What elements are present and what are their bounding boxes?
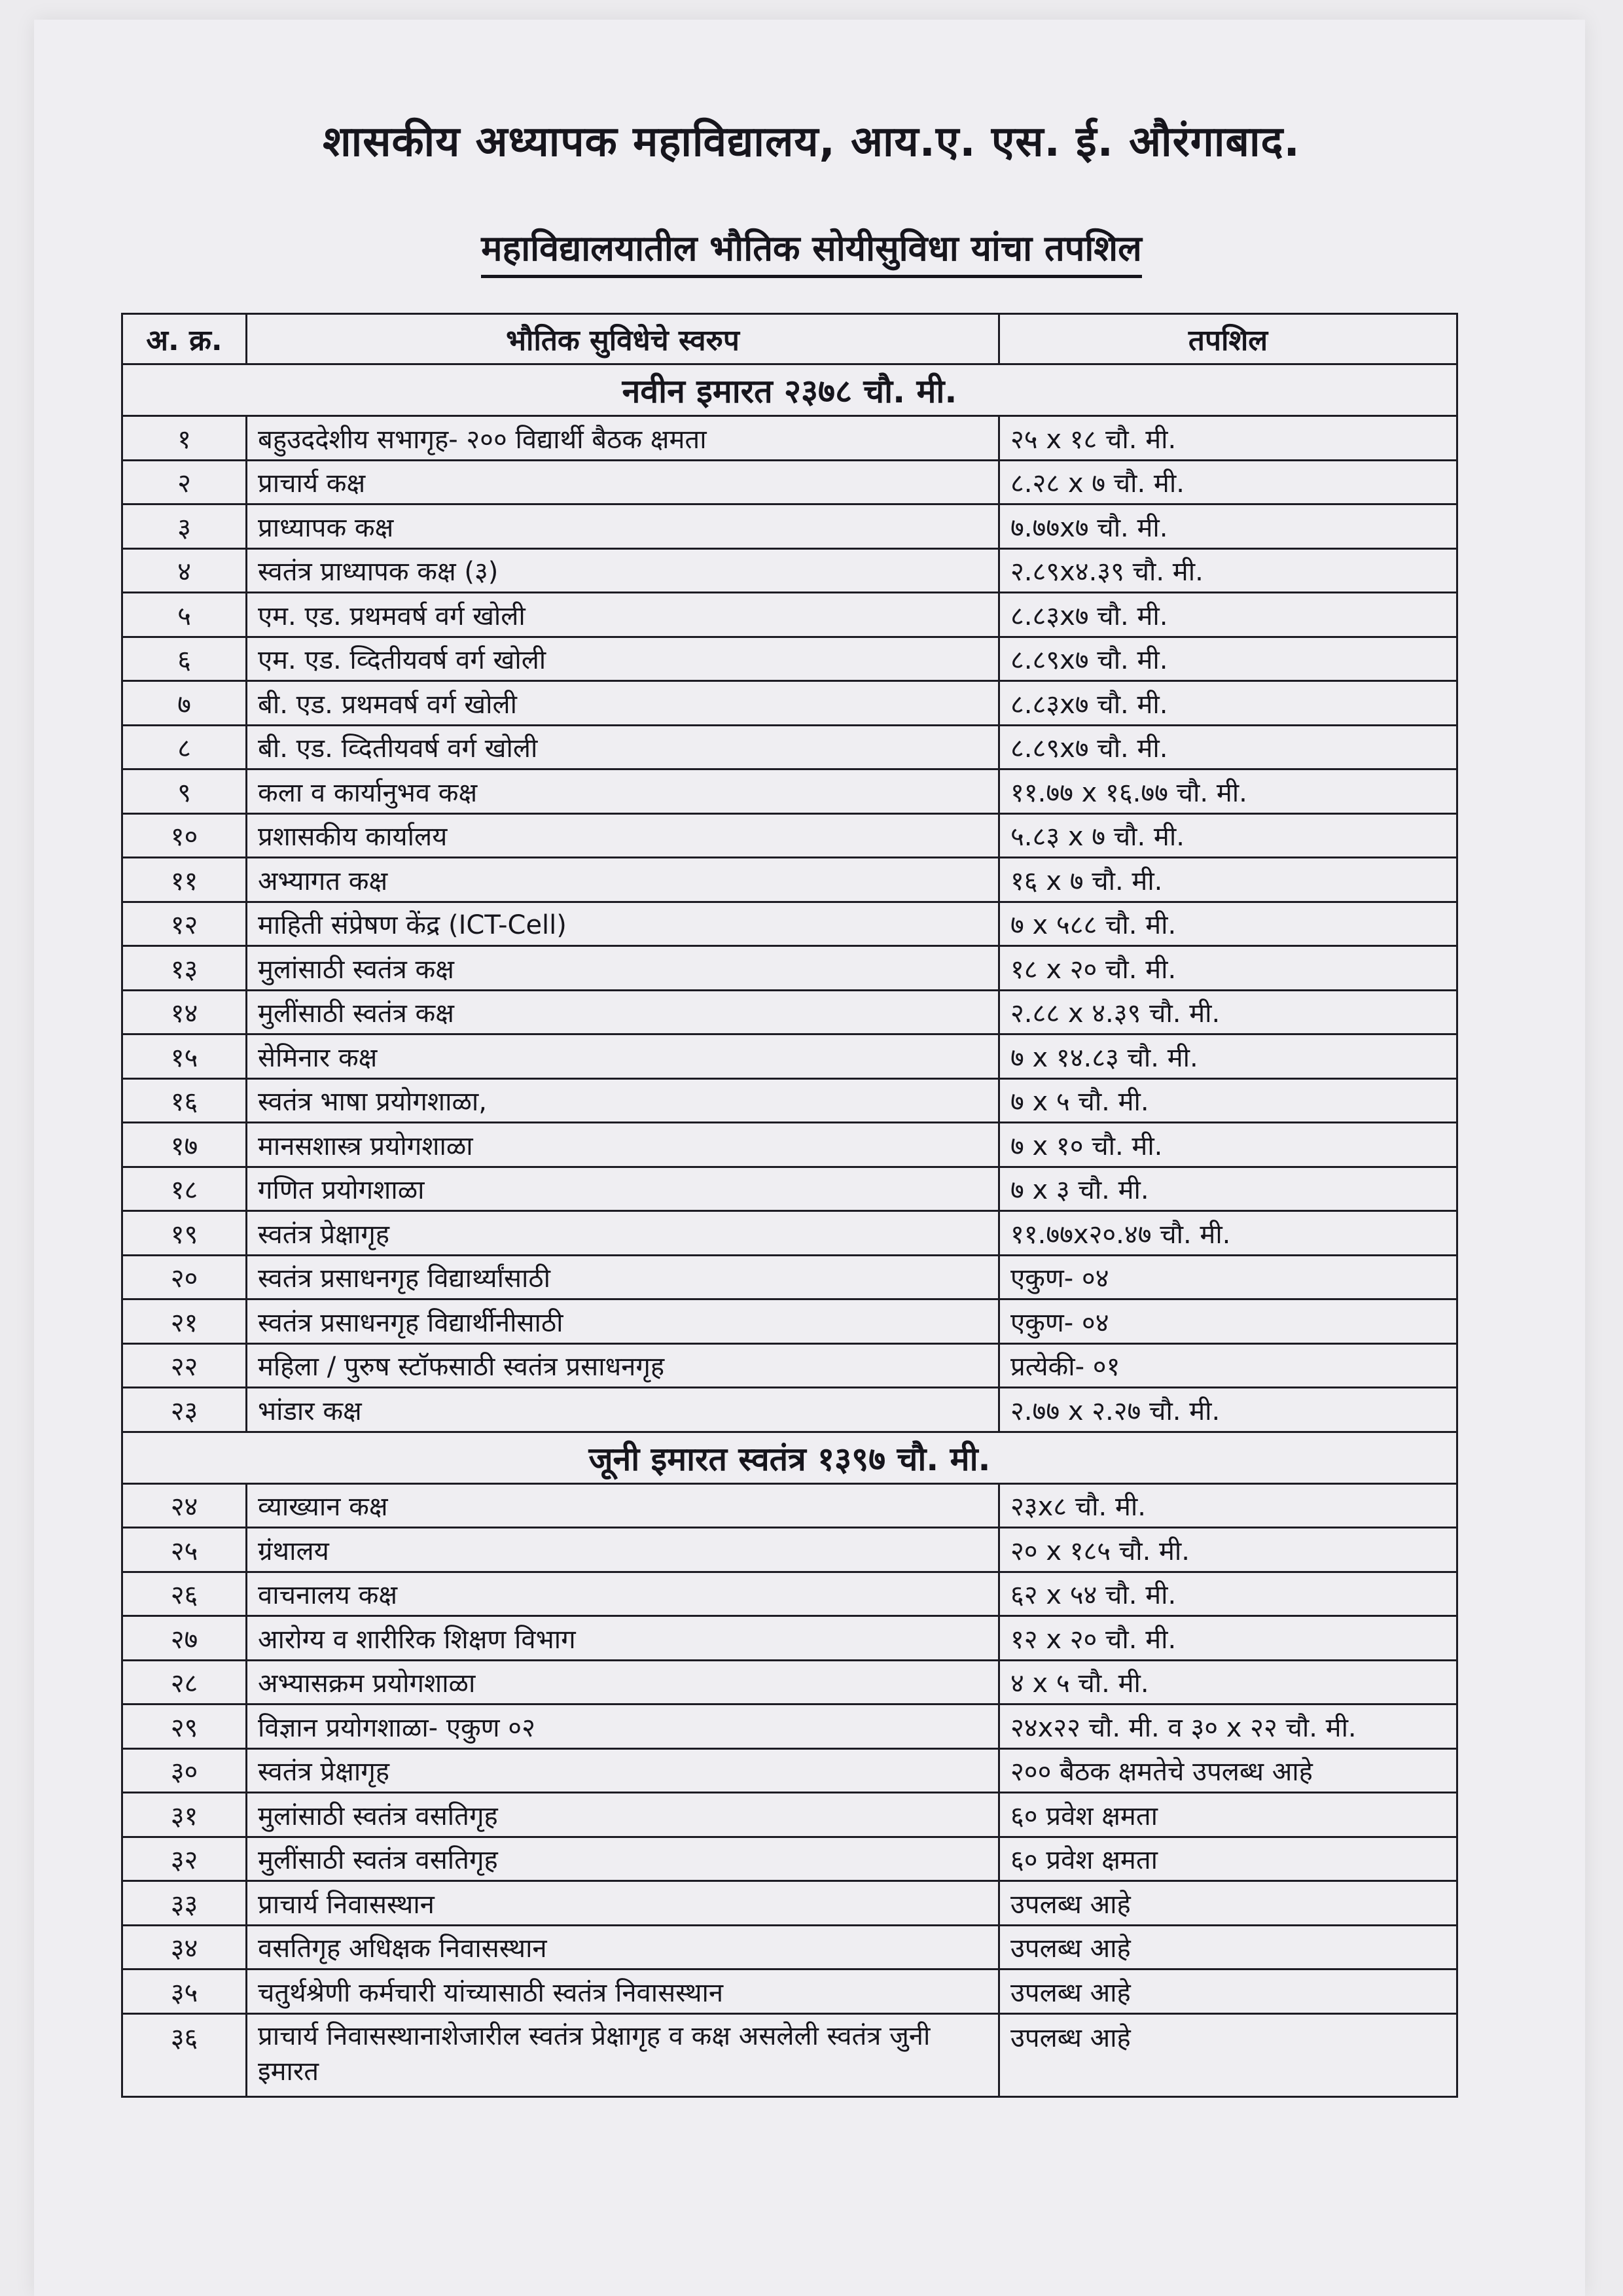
header-serial-number: अ. क्र. <box>122 314 247 364</box>
details-cell: ८.८३x७ चौ. मी. <box>999 593 1457 637</box>
serial-number-cell: ५ <box>122 593 247 637</box>
serial-number-cell: ६ <box>122 637 247 681</box>
serial-number-cell: ११ <box>122 858 247 902</box>
table-row <box>122 460 1457 504</box>
table-row <box>122 1167 1457 1211</box>
table-row <box>122 1078 1457 1123</box>
details-cell: ८.८३x७ चौ. मी. <box>999 681 1457 726</box>
serial-number-cell: १९ <box>122 1211 247 1256</box>
table-header-row <box>122 314 1457 364</box>
table-row <box>122 1034 1457 1079</box>
facility-cell: महिला / पुरुष स्टॉफसाठी स्वतंत्र प्रसाधनगृह <box>247 1343 999 1388</box>
facility-cell: मुलांसाठी स्वतंत्र वसतिगृह <box>247 1793 999 1837</box>
table-row <box>122 1572 1457 1616</box>
details-cell: २.७७ x २.२७ चौ. मी. <box>999 1388 1457 1432</box>
table-row <box>122 2013 1457 2096</box>
serial-number-cell: ३५ <box>122 1969 247 2014</box>
table-row <box>122 1299 1457 1344</box>
table-row <box>122 1616 1457 1661</box>
details-cell: एकुण- ०४ <box>999 1299 1457 1344</box>
facility-cell: स्वतंत्र प्रेक्षागृह <box>247 1211 999 1256</box>
serial-number-cell: ३३ <box>122 1881 247 1926</box>
facilities-table <box>121 313 1458 2098</box>
facility-cell: ग्रंथालय <box>247 1528 999 1572</box>
facility-cell: प्राध्यापक कक्ष <box>247 504 999 549</box>
table-row <box>122 769 1457 814</box>
table-row <box>122 548 1457 593</box>
facility-cell: व्याख्यान कक्ष <box>247 1483 999 1528</box>
details-cell: १८ x २० चौ. मी. <box>999 946 1457 991</box>
table-row <box>122 1748 1457 1793</box>
facility-cell: एम. एड. व्दितीयवर्ष वर्ग खोली <box>247 637 999 681</box>
serial-number-cell: १ <box>122 416 247 461</box>
header-facility: भौतिक सुविधेचे स्वरुप <box>247 314 999 364</box>
facility-cell: प्राचार्य निवासस्थान <box>247 1881 999 1926</box>
details-cell: ७ x ३ चौ. मी. <box>999 1167 1457 1211</box>
serial-number-cell: २१ <box>122 1299 247 1344</box>
details-cell: ४ x ५ चौ. मी. <box>999 1660 1457 1704</box>
facility-cell: स्वतंत्र प्रसाधनगृह विद्यार्थ्यांसाठी <box>247 1255 999 1299</box>
facility-cell: मुलींसाठी स्वतंत्र वसतिगृह <box>247 1837 999 1881</box>
table-row <box>122 1483 1457 1528</box>
serial-number-cell: २४ <box>122 1483 247 1528</box>
details-cell: १२ x २० चौ. मी. <box>999 1616 1457 1661</box>
details-cell: ६० प्रवेश क्षमता <box>999 1793 1457 1837</box>
table-row <box>122 946 1457 991</box>
table-row <box>122 1881 1457 1926</box>
details-cell: ७ x १४.८३ चौ. मी. <box>999 1034 1457 1079</box>
table-row <box>122 416 1457 461</box>
facility-cell: प्राचार्य निवासस्थानाशेजारील स्वतंत्र प्रेक्षागृह व कक्ष असलेली स्वतंत्र जुनी इमारत <box>247 2013 999 2096</box>
table-row <box>122 725 1457 769</box>
details-cell: उपलब्ध आहे <box>999 1925 1457 1969</box>
table-row <box>122 1388 1457 1432</box>
details-cell: प्रत्येकी- ०१ <box>999 1343 1457 1388</box>
facility-cell: माहिती संप्रेषण केंद्र (ICT-Cell) <box>247 902 999 946</box>
facility-cell: स्वतंत्र भाषा प्रयोगशाळा, <box>247 1078 999 1123</box>
facility-cell: एम. एड. प्रथमवर्ष वर्ग खोली <box>247 593 999 637</box>
serial-number-cell: २५ <box>122 1528 247 1572</box>
serial-number-cell: १५ <box>122 1034 247 1079</box>
details-cell: ११.७७x२०.४७ चौ. मी. <box>999 1211 1457 1256</box>
serial-number-cell: ९ <box>122 769 247 814</box>
serial-number-cell: २८ <box>122 1660 247 1704</box>
facility-cell: कला व कार्यानुभव कक्ष <box>247 769 999 814</box>
serial-number-cell: ३२ <box>122 1837 247 1881</box>
table-row <box>122 1343 1457 1388</box>
details-cell: ११.७७ x १६.७७ चौ. मी. <box>999 769 1457 814</box>
serial-number-cell: ३ <box>122 504 247 549</box>
serial-number-cell: १६ <box>122 1078 247 1123</box>
serial-number-cell: ३० <box>122 1748 247 1793</box>
table-row <box>122 1925 1457 1969</box>
facility-cell: प्रशासकीय कार्यालय <box>247 813 999 858</box>
table-row <box>122 637 1457 681</box>
table-row <box>122 1123 1457 1167</box>
section-heading-row <box>122 1432 1457 1483</box>
serial-number-cell: ३४ <box>122 1925 247 1969</box>
table-row <box>122 1837 1457 1881</box>
serial-number-cell: २ <box>122 460 247 504</box>
section-heading: नवीन इमारत २३७८ चौ. मी. <box>122 364 1457 416</box>
details-cell: उपलब्ध आहे <box>999 2013 1457 2096</box>
facility-cell: भांडार कक्ष <box>247 1388 999 1432</box>
facility-cell: बी. एड. व्दितीयवर्ष वर्ग खोली <box>247 725 999 769</box>
facility-cell: मुलांसाठी स्वतंत्र कक्ष <box>247 946 999 991</box>
details-cell: उपलब्ध आहे <box>999 1881 1457 1926</box>
table-row <box>122 813 1457 858</box>
table-row <box>122 1528 1457 1572</box>
details-cell: ७ x ५ चौ. मी. <box>999 1078 1457 1123</box>
serial-number-cell: ८ <box>122 725 247 769</box>
table-row <box>122 681 1457 726</box>
details-cell: ७ x ५८८ चौ. मी. <box>999 902 1457 946</box>
table-row <box>122 1211 1457 1256</box>
facility-cell: चतुर्थश्रेणी कर्मचारी यांच्यासाठी स्वतंत्र निवासस्थान <box>247 1969 999 2014</box>
table-row <box>122 902 1457 946</box>
serial-number-cell: ७ <box>122 681 247 726</box>
facility-cell: अभ्यासक्रम प्रयोगशाळा <box>247 1660 999 1704</box>
details-cell: २०० बैठक क्षमतेचे उपलब्ध आहे <box>999 1748 1457 1793</box>
subtitle-container <box>0 222 1623 278</box>
serial-number-cell: १८ <box>122 1167 247 1211</box>
serial-number-cell: २९ <box>122 1704 247 1749</box>
facility-cell: बी. एड. प्रथमवर्ष वर्ग खोली <box>247 681 999 726</box>
serial-number-cell: २७ <box>122 1616 247 1661</box>
table-body <box>122 364 1457 2097</box>
facility-cell: अभ्यागत कक्ष <box>247 858 999 902</box>
table-row <box>122 593 1457 637</box>
table-row <box>122 1793 1457 1837</box>
details-cell: ८.८९x७ चौ. मी. <box>999 637 1457 681</box>
details-cell: ७ x १० चौ. मी. <box>999 1123 1457 1167</box>
details-cell: ८.८९x७ चौ. मी. <box>999 725 1457 769</box>
serial-number-cell: ३६ <box>122 2013 247 2096</box>
table-row <box>122 504 1457 549</box>
details-cell: ५.८३ x ७ चौ. मी. <box>999 813 1457 858</box>
table-row <box>122 1660 1457 1704</box>
table-row <box>122 1255 1457 1299</box>
details-cell: ८.२८ x ७ चौ. मी. <box>999 460 1457 504</box>
details-cell: २० x १८५ चौ. मी. <box>999 1528 1457 1572</box>
table-row <box>122 858 1457 902</box>
document-title: शासकीय अध्यापक महाविद्यालय, आय.ए. एस. ई. औरंगाबाद. <box>323 118 1300 166</box>
details-cell: ६० प्रवेश क्षमता <box>999 1837 1457 1881</box>
facility-cell: प्राचार्य कक्ष <box>247 460 999 504</box>
serial-number-cell: २० <box>122 1255 247 1299</box>
facility-cell: मुलींसाठी स्वतंत्र कक्ष <box>247 990 999 1034</box>
serial-number-cell: १४ <box>122 990 247 1034</box>
document-subtitle: महाविद्यालयातील भौतिक सोयीसुविधा यांचा तपशिल <box>481 222 1142 278</box>
details-cell: १६ x ७ चौ. मी. <box>999 858 1457 902</box>
details-cell: उपलब्ध आहे <box>999 1969 1457 2014</box>
facility-cell: वाचनालय कक्ष <box>247 1572 999 1616</box>
details-cell: एकुण- ०४ <box>999 1255 1457 1299</box>
section-heading: जूनी इमारत स्वतंत्र १३९७ चौ. मी. <box>122 1432 1457 1483</box>
details-cell: ६२ x ५४ चौ. मी. <box>999 1572 1457 1616</box>
details-cell: २.८८ x ४.३९ चौ. मी. <box>999 990 1457 1034</box>
serial-number-cell: २२ <box>122 1343 247 1388</box>
serial-number-cell: १३ <box>122 946 247 991</box>
serial-number-cell: १० <box>122 813 247 858</box>
details-cell: २.८९x४.३९ चौ. मी. <box>999 548 1457 593</box>
facility-cell: वसतिगृह अधिक्षक निवासस्थान <box>247 1925 999 1969</box>
details-cell: २३x८ चौ. मी. <box>999 1483 1457 1528</box>
table-row <box>122 1969 1457 2014</box>
facility-cell: गणित प्रयोगशाळा <box>247 1167 999 1211</box>
facility-cell: बहुउददेशीय सभागृह- २०० विद्यार्थी बैठक क्षमता <box>247 416 999 461</box>
header-details: तपशिल <box>999 314 1457 364</box>
section-heading-row <box>122 364 1457 416</box>
facility-cell: मानसशास्त्र प्रयोगशाळा <box>247 1123 999 1167</box>
facility-cell: विज्ञान प्रयोगशाळा- एकुण ०२ <box>247 1704 999 1749</box>
facility-cell: स्वतंत्र प्रेक्षागृह <box>247 1748 999 1793</box>
serial-number-cell: ३१ <box>122 1793 247 1837</box>
facility-cell: स्वतंत्र प्रसाधनगृह विद्यार्थीनीसाठी <box>247 1299 999 1344</box>
serial-number-cell: ४ <box>122 548 247 593</box>
serial-number-cell: २६ <box>122 1572 247 1616</box>
facility-cell: आरोग्य व शारीरिक शिक्षण विभाग <box>247 1616 999 1661</box>
details-cell: ७.७७x७ चौ. मी. <box>999 504 1457 549</box>
serial-number-cell: १७ <box>122 1123 247 1167</box>
serial-number-cell: २३ <box>122 1388 247 1432</box>
table-row <box>122 1704 1457 1749</box>
facility-cell: सेमिनार कक्ष <box>247 1034 999 1079</box>
facility-cell: स्वतंत्र प्राध्यापक कक्ष (३) <box>247 548 999 593</box>
details-cell: २४x२२ चौ. मी. व ३० x २२ चौ. मी. <box>999 1704 1457 1749</box>
serial-number-cell: १२ <box>122 902 247 946</box>
table-row <box>122 990 1457 1034</box>
details-cell: २५ x १८ चौ. मी. <box>999 416 1457 461</box>
